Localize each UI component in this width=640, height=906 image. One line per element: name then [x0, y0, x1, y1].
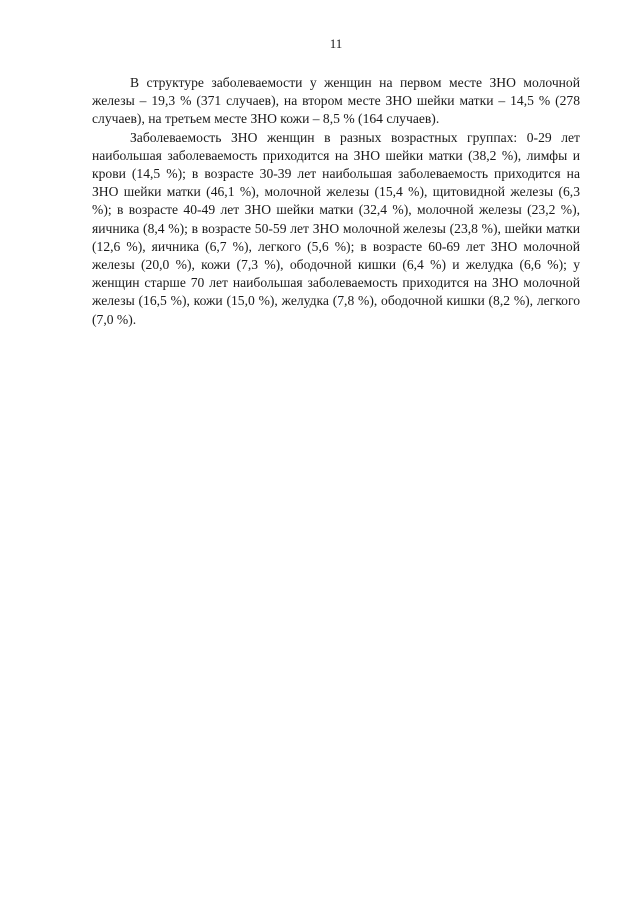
paragraph-structure: В структуре заболеваемости у женщин на первом месте ЗНО молочной железы – 19,3 % (371 случаев), на втором месте ЗНО шейки матки – 14,5 % (278 случаев), на третьем месте ЗНО кожи – 8,5 % (164 случаев).	[92, 75, 580, 127]
paragraph-age-groups: Заболеваемость ЗНО женщин в разных возрастных группах: 0-29 лет наибольшая заболеваемость приходится на ЗНО шейки матки (38,2 %), лимфы и крови (14,5 %); в возрасте 30-39 лет наибольшая заболеваемость приходится на ЗНО шейки матки (46,1 %), молочной железы (15,4 %), щитовидной железы (6,3 %); в возрасте 40-49 лет ЗНО шейки матки (32,4 %), молочной железы (23,2 %), яичника (8,4 %); в возрасте 50-59 лет ЗНО молочной железы (23,8 %), шейки матки (12,6 %), яичника (6,7 %), легкого (5,6 %); в возрасте 60-69 лет ЗНО молочной железы (20,0 %), кожи (7,3 %), ободочной кишки (6,4 %) и желудка (6,6 %); у женщин старше 70 лет наибольшая заболеваемость приходится на ЗНО молочной железы (16,5 %), кожи (15,0 %), желудка (7,8 %), ободочной кишки (8,2 %), легкого (7,0 %).	[92, 129, 580, 327]
page-number: 11	[329, 36, 343, 51]
body-text	[92, 74, 580, 329]
